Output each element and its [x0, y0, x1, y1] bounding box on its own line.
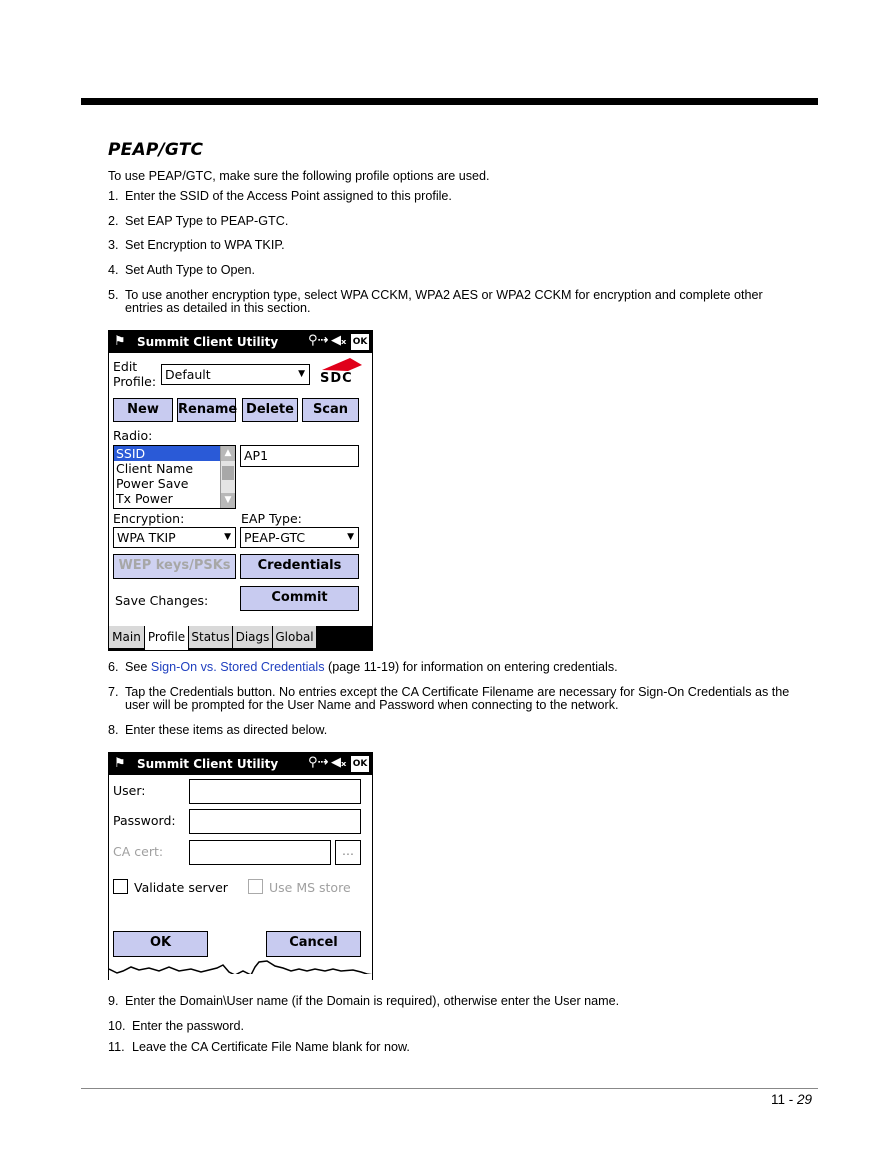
list-item[interactable]: Power Save [116, 476, 189, 491]
tab-profile[interactable]: Profile [145, 626, 189, 650]
tab-global[interactable]: Global [273, 626, 317, 648]
title-bar [109, 753, 372, 775]
ok-button[interactable]: OK [351, 756, 369, 772]
eap-type-select[interactable] [240, 527, 359, 548]
step-text-prefix: See [125, 660, 151, 674]
use-ms-store-label: Use MS store [269, 880, 351, 895]
connectivity-icon[interactable]: ⚲⇢ [308, 755, 329, 770]
profile-label: Profile: [113, 374, 157, 389]
step-text: Set Auth Type to Open. [125, 263, 255, 277]
step-number: 4. [108, 263, 119, 277]
list-item[interactable]: Client Name [116, 461, 194, 476]
credentials-screenshot [108, 752, 373, 980]
validate-server-checkbox[interactable] [113, 879, 128, 894]
ok-dialog-button[interactable]: OK [113, 931, 208, 957]
sdc-logo-text: SDC [320, 371, 353, 386]
new-button[interactable]: New [113, 398, 173, 422]
scroll-down-icon[interactable]: ▼ [221, 493, 235, 508]
validate-server-label: Validate server [134, 880, 228, 895]
ok-button[interactable]: OK [351, 334, 369, 350]
profile-select[interactable] [161, 364, 310, 385]
app-title: Summit Client Utility [137, 335, 279, 349]
encryption-select-value: WPA TKIP [117, 530, 176, 545]
step-text-suffix: (page 11-19) for information on entering credentials. [324, 660, 618, 674]
step-text: Tap the Credentials button. No entries except the CA Certificate Filename are necessary for Sign-On Credentials as the [125, 685, 790, 699]
scroll-thumb[interactable] [222, 466, 234, 480]
chevron-down-icon: ▼ [298, 369, 305, 379]
intro-text: To use PEAP/GTC, make sure the following profile options are used. [108, 169, 490, 183]
sdc-logo-mark-icon [318, 358, 362, 372]
connectivity-icon[interactable]: ⚲⇢ [308, 333, 329, 348]
step-text: Enter the SSID of the Access Point assigned to this profile. [125, 189, 452, 203]
step-number: 11. [108, 1040, 125, 1054]
radio-label: Radio: [113, 428, 153, 443]
step-number: 9. [108, 994, 119, 1008]
windows-logo-icon[interactable]: ⚑ [114, 756, 126, 771]
windows-logo-icon[interactable]: ⚑ [114, 334, 126, 349]
sign-on-link[interactable]: Sign-On vs. Stored Credentials [150, 660, 325, 674]
chevron-down-icon: ▼ [224, 532, 231, 542]
page-number-value: 29 [796, 1092, 812, 1107]
step-number: 8. [108, 723, 119, 737]
title-bar [109, 331, 372, 353]
speaker-icon[interactable]: ◀ₓ [331, 333, 347, 348]
rename-button[interactable]: Rename [177, 398, 236, 422]
step-text-continued: user will be prompted for the User Name and Password when connecting to the network. [125, 698, 619, 712]
step-number: 10. [108, 1019, 126, 1033]
step-number: 6. [108, 660, 119, 674]
ca-cert-input[interactable] [189, 840, 331, 865]
chevron-down-icon: ▼ [347, 532, 354, 542]
header-rule [81, 98, 818, 105]
tab-diags[interactable]: Diags [233, 626, 273, 648]
page-number [771, 1092, 812, 1107]
app-title: Summit Client Utility [137, 757, 279, 771]
scrollbar[interactable] [220, 446, 235, 508]
step-number: 7. [108, 685, 119, 699]
eap-type-label: EAP Type: [241, 511, 302, 526]
radio-list[interactable] [113, 445, 236, 509]
list-item[interactable]: Tx Power [116, 491, 173, 506]
sdc-logo [318, 358, 362, 384]
step-text: To use another encryption type, select WPA CCKM, WPA2 AES or WPA2 CCKM for encryption and complete other [125, 288, 763, 302]
tab-main[interactable]: Main [109, 626, 145, 648]
encryption-select[interactable] [113, 527, 236, 548]
step-number: 1. [108, 189, 119, 203]
tab-status[interactable]: Status [189, 626, 233, 648]
user-input[interactable] [189, 779, 361, 804]
ca-cert-label: CA cert: [113, 844, 164, 859]
eap-type-select-value: PEAP-GTC [244, 530, 306, 545]
step-number: 3. [108, 238, 119, 252]
step-text-continued: entries as detailed in this section. [125, 301, 311, 315]
profile-select-value: Default [165, 367, 211, 382]
use-ms-store-checkbox[interactable] [248, 879, 263, 894]
ssid-input[interactable]: AP1 [240, 445, 359, 467]
delete-button[interactable]: Delete [242, 398, 298, 422]
step-number: 2. [108, 214, 119, 228]
step-number: 5. [108, 288, 119, 302]
commit-button[interactable]: Commit [240, 586, 359, 611]
chapter-number: 11 - [770, 1092, 797, 1107]
scroll-up-icon[interactable]: ▲ [221, 446, 235, 461]
scan-button[interactable]: Scan [302, 398, 359, 422]
step-text: Set EAP Type to PEAP-GTC. [125, 214, 289, 228]
step-text [125, 661, 618, 674]
password-input[interactable] [189, 809, 361, 834]
section-title: PEAP/GTC [108, 140, 204, 160]
step-text: Leave the CA Certificate File Name blank for now. [132, 1040, 410, 1054]
speaker-icon[interactable]: ◀ₓ [331, 755, 347, 770]
encryption-label: Encryption: [113, 511, 185, 526]
step-text: Set Encryption to WPA TKIP. [125, 238, 285, 252]
step-text: Enter these items as directed below. [125, 723, 328, 737]
footer-rule [81, 1088, 818, 1089]
browse-button[interactable]: ... [335, 840, 361, 865]
step-text: Enter the Domain\User name (if the Domain is required), otherwise enter the User name. [125, 994, 620, 1008]
user-label: User: [113, 783, 146, 798]
save-changes-label: Save Changes: [115, 593, 209, 608]
cancel-button[interactable]: Cancel [266, 931, 361, 957]
password-label: Password: [113, 813, 176, 828]
torn-edge-icon [109, 959, 373, 980]
credentials-button[interactable]: Credentials [240, 554, 359, 579]
profile-screenshot [108, 330, 373, 651]
edit-label: Edit [113, 359, 138, 374]
step-text: Enter the password. [132, 1019, 245, 1033]
tab-bar [109, 626, 372, 650]
wep-keys-button[interactable]: WEP keys/PSKs [113, 554, 236, 579]
list-item[interactable]: SSID [114, 446, 221, 461]
